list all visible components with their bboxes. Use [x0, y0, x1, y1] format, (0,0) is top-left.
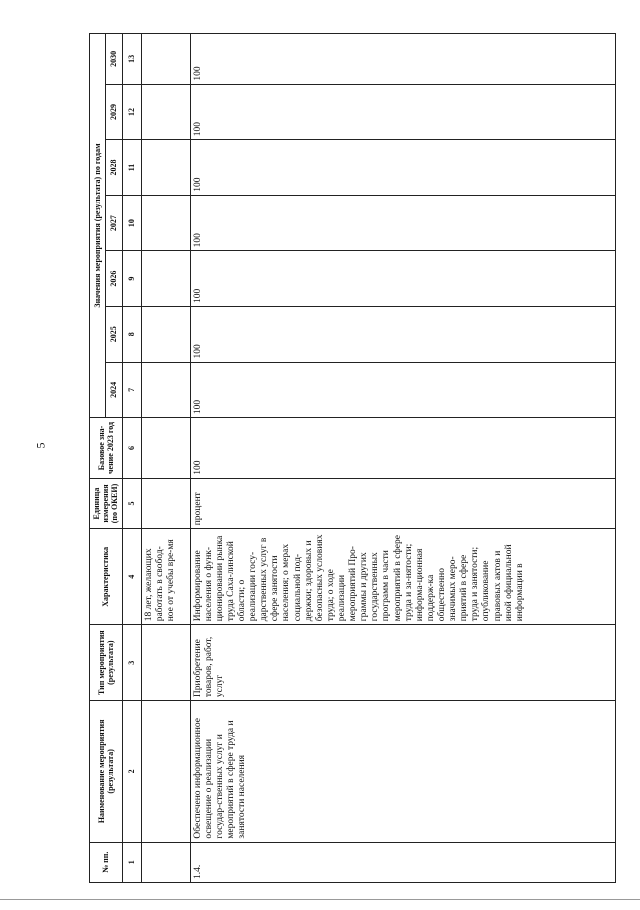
column-number: 8	[122, 306, 141, 362]
row-characteristic: Информирование населения о функ-ционировании рынка труда Саха-линской области; о реализации госу-дарственных услуг в сфере занятости населения; о мерах социальной под-держки; здоровых и безопасных условиях труда; о ходе реализации мероприятий Про-граммы и других государственных программ в части мероприятий в сфере труда и за-нятости; информа-ционная поддерж-ка общественно значимых меро-приятий в сфере труда и занятости; опубликование правовых актов и иной официальной информации в	[190, 529, 615, 625]
scan-edge-divider	[0, 899, 640, 900]
header-type: Тип мероприятия (результата)	[90, 625, 123, 701]
column-number: 4	[122, 529, 141, 625]
column-number: 2	[122, 701, 141, 842]
row-year-value: 100	[190, 251, 615, 307]
header-name: Наименование мероприятия (результата)	[90, 701, 123, 842]
row-measure-name: Обеспечено информационное освещение о реализации государ-ственных услуг и мероприятий в сфере труда и занятости населения	[190, 701, 615, 842]
row-year-value: 100	[190, 362, 615, 418]
header-year: 2028	[106, 140, 122, 196]
page-number: 5	[33, 442, 48, 449]
column-number: 9	[122, 251, 141, 307]
header-year: 2024	[106, 362, 122, 418]
row-year-value: 100	[190, 306, 615, 362]
header-year: 2029	[106, 84, 122, 140]
column-number: 6	[122, 418, 141, 479]
header-unit: Единица измерения (по ОКЕИ)	[90, 478, 123, 529]
row-year-value: 100	[190, 195, 615, 251]
row-year-value: 100	[190, 34, 615, 85]
row-number: 1.4.	[190, 842, 615, 882]
column-number: 10	[122, 195, 141, 251]
header-year: 2026	[106, 251, 122, 307]
column-number: 11	[122, 140, 141, 196]
header-year: 2025	[106, 306, 122, 362]
row-year-value: 100	[190, 84, 615, 140]
header-row	[90, 34, 106, 883]
continuation-characteristic: 18 лет, желающих работать в свобод-ное от учебы вре-мя	[141, 529, 190, 625]
column-number: 1	[122, 842, 141, 882]
header-values-by-year: Значения мероприятия (результата) по годам	[90, 34, 106, 418]
row-base-value: 100	[190, 418, 615, 479]
column-number: 13	[122, 34, 141, 85]
header-year: 2027	[106, 195, 122, 251]
column-number: 7	[122, 362, 141, 418]
header-base-value: Базовое зна-чение 2023 год	[90, 418, 123, 479]
header-no: № пп.	[90, 842, 123, 882]
row-unit: процент	[190, 478, 615, 529]
row-measure-type: Приобретение товаров, работ, услуг	[190, 625, 615, 701]
column-number: 3	[122, 625, 141, 701]
header-year: 2030	[106, 34, 122, 85]
measures-table	[89, 33, 616, 883]
continuation-row	[141, 34, 190, 883]
table-row	[190, 34, 615, 883]
header-characteristic: Характеристика	[90, 529, 123, 625]
rotated-table-page	[89, 33, 599, 883]
column-number: 5	[122, 478, 141, 529]
row-year-value: 100	[190, 140, 615, 196]
column-number-row	[122, 34, 141, 883]
column-number: 12	[122, 84, 141, 140]
